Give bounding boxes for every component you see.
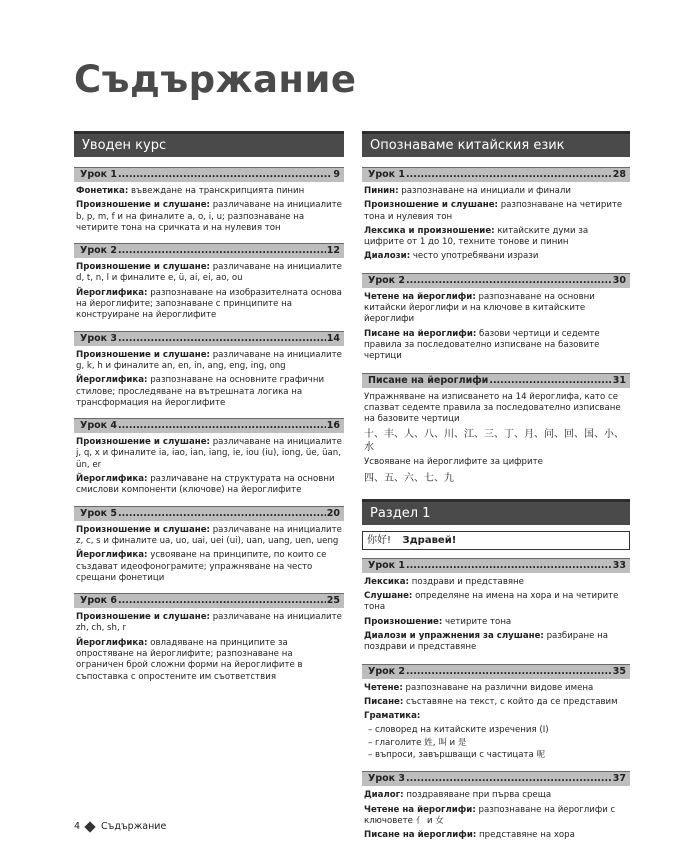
item-text: често употребявани изрази xyxy=(410,251,539,262)
item-text: разпознаване на основните графични стилове; проследяване на вътрешната логика на трансформация на йероглифите xyxy=(76,375,325,408)
lesson-item xyxy=(364,617,628,628)
item-text: определяне на имена на хора и на четирите тона xyxy=(364,591,619,613)
item-label: Произношение и слушане: xyxy=(76,524,210,535)
lesson-title: Урок 2 xyxy=(80,245,118,257)
page-number: 25 xyxy=(326,595,340,607)
greeting-bulgarian: Здравей! xyxy=(402,534,457,546)
lesson-title: Урок 2 xyxy=(368,665,406,677)
item-label: Произношение: xyxy=(364,616,443,627)
item-label: Йероглифика: xyxy=(76,287,148,298)
page-footer xyxy=(74,821,166,832)
lesson-block xyxy=(362,273,630,363)
page-number: 9 xyxy=(333,169,340,180)
lesson-item xyxy=(76,200,342,234)
lesson-item xyxy=(76,474,342,497)
lesson-item xyxy=(76,437,342,471)
lesson-item xyxy=(76,612,342,635)
item-label: Диалози: xyxy=(364,251,411,262)
right-column xyxy=(362,131,630,852)
dot-leader xyxy=(489,374,611,388)
lesson-item xyxy=(76,525,342,548)
item-label: Четене: xyxy=(364,682,403,693)
section-header-chinese: Опознаваме китайския език xyxy=(362,131,630,157)
dot-leader xyxy=(406,274,612,288)
page-number: 37 xyxy=(612,773,626,785)
lesson-item xyxy=(364,251,628,262)
item-label: Писане на йероглифи: xyxy=(364,328,477,339)
item-label: Писане: xyxy=(364,696,404,707)
lesson-block xyxy=(74,243,344,321)
page-number: 14 xyxy=(326,332,340,344)
item-label: Лексика: xyxy=(364,576,409,587)
grammar-point: – въпроси, завършващи с частицата 呢 xyxy=(368,750,546,761)
item-text: китайските думи за цифрите от 1 до 10, техните тонове и пинин xyxy=(364,225,589,248)
lesson-header[interactable] xyxy=(362,664,630,679)
lesson-item xyxy=(364,830,628,841)
item-text: четирите тона xyxy=(442,616,512,627)
dot-leader xyxy=(118,244,326,258)
lesson-block xyxy=(74,167,344,234)
dot-leader xyxy=(406,168,612,182)
item-text: съставяне на текст, с който да се представим xyxy=(403,696,618,707)
lesson-item xyxy=(76,288,342,322)
lesson-block xyxy=(362,167,630,263)
lesson-item xyxy=(76,375,342,409)
item-text: базови чертици и седемте правила за последователно изписване на базовите чертици xyxy=(364,328,600,362)
item-label: Лексика и произношение: xyxy=(364,225,495,236)
item-label: Диалози и упражнения за слушане: xyxy=(364,630,544,641)
lesson-header[interactable] xyxy=(74,243,344,258)
intro-lessons-list xyxy=(74,167,344,683)
dot-leader xyxy=(118,168,332,182)
item-text: различаване на инициалите g, k, h и финалите an, en, in, ang, eng, ing, ong xyxy=(76,349,342,371)
section-header-unit1: Раздел 1 xyxy=(362,499,630,525)
dot-leader xyxy=(118,332,326,346)
lesson-title: Урок 1 xyxy=(368,559,406,571)
lesson-item xyxy=(364,631,628,654)
item-text: разпознаване на йероглифи с ключовете 亻 и 女 xyxy=(364,804,616,826)
page-number: 28 xyxy=(612,169,626,180)
lesson-item xyxy=(76,350,342,373)
item-text: разпознаване на инициали и финали xyxy=(398,186,572,196)
item-text: разпознаване на различни видове имена xyxy=(402,682,594,693)
lesson-item xyxy=(364,292,628,326)
page-number: 33 xyxy=(612,559,626,571)
lesson-item xyxy=(76,186,342,197)
item-text: различаване на инициалите zh, ch, sh, r xyxy=(76,612,342,634)
lesson-title: Урок 1 xyxy=(368,169,406,180)
lesson-header[interactable] xyxy=(362,558,630,573)
item-label: Произношение и слушане: xyxy=(76,612,210,623)
item-label: Произношение и слушане: xyxy=(364,200,498,211)
item-text: поздравяване при първа среща xyxy=(403,790,552,801)
lesson-item xyxy=(364,683,628,694)
item-text: усвояване на принципите, по които се създават идеофонограмите; упражняване на често срещани фонетици xyxy=(76,550,327,583)
lesson-item xyxy=(364,186,628,197)
footer-label: Съдържание xyxy=(101,821,167,832)
lesson-item xyxy=(364,591,628,614)
lesson-header[interactable] xyxy=(74,593,344,608)
lesson-header[interactable] xyxy=(362,771,630,786)
greeting-box xyxy=(362,531,630,550)
lesson-header[interactable] xyxy=(74,167,344,182)
lesson-block xyxy=(362,664,630,762)
lesson-item xyxy=(364,226,628,249)
item-text: различаване на инициалите j, q, x и финалите ia, iao, ian, iang, ie, iou (iu), iong, üe, üan, ün, er xyxy=(76,437,342,470)
chinese-lessons-list xyxy=(362,167,630,363)
item-text: разбиране на поздрави и представяне xyxy=(364,630,609,653)
page-number: 16 xyxy=(326,420,340,432)
item-label: Йероглифика: xyxy=(76,550,148,561)
item-text: разпознаване на четирите тона и нулевия тон xyxy=(364,200,623,222)
item-label: Четене на йероглифи: xyxy=(364,804,476,815)
item-text: разпознаване на изобразителната основа на йероглифите; запознаване с принципите на конструиране на йероглифите xyxy=(76,287,342,321)
lesson-title: Урок 2 xyxy=(368,274,406,286)
dot-leader xyxy=(118,419,326,433)
page-number: 35 xyxy=(612,665,626,677)
lesson-title: Урок 1 xyxy=(80,169,118,180)
item-label: Диалог: xyxy=(364,790,404,801)
lesson-header[interactable] xyxy=(362,273,630,288)
lesson-item xyxy=(76,262,342,285)
item-label: Произношение и слушане: xyxy=(76,437,210,448)
dot-leader xyxy=(406,665,612,679)
item-label: Йероглифика: xyxy=(76,474,148,485)
lesson-header[interactable] xyxy=(74,506,344,521)
lesson-item xyxy=(364,805,628,828)
dot-leader xyxy=(118,507,326,521)
page-number: 30 xyxy=(612,274,626,286)
lesson-item xyxy=(364,790,628,801)
writing-chars-1: 十、丰、人、八、川、江、三、丁、月、问、回、国、小、水 xyxy=(364,429,624,454)
lesson-item xyxy=(364,329,628,363)
item-label: Йероглифика: xyxy=(76,637,148,648)
item-label: Граматика: xyxy=(364,711,421,722)
lesson-title: Урок 3 xyxy=(80,332,118,344)
item-text: поздрави и представяне xyxy=(408,576,524,587)
item-label: Писане на йероглифи: xyxy=(364,830,477,841)
page-title: Съдържание xyxy=(74,58,357,101)
lesson-header[interactable] xyxy=(74,418,344,433)
left-column xyxy=(74,131,344,692)
writing-chars-2: 四、五、六、七、九 xyxy=(364,472,454,484)
item-text: различаване на структурата на основни смислови компоненти (ключове) на йероглифите xyxy=(76,474,335,496)
item-label: Слушане: xyxy=(364,591,413,602)
item-text: въвеждане на транскрипцията пинин xyxy=(128,186,305,196)
item-text: представяне на хора xyxy=(476,830,575,841)
item-label: Произношение и слушане: xyxy=(76,200,210,211)
item-label: Пинин: xyxy=(364,186,399,196)
page-number: 12 xyxy=(326,245,340,257)
lesson-item xyxy=(76,638,342,683)
item-text: разпознаване на основни китайски йероглифи и на ключове в китайските йероглифи xyxy=(364,291,595,325)
page-number: 20 xyxy=(326,507,340,519)
item-label: Произношение и слушане: xyxy=(76,262,210,273)
item-text: овладяване на принципите за опростяване на йероглифите; разпознаване на ограничен брой сложни форми на йероглифите в съпоставка с опростените им съответствия xyxy=(76,637,303,682)
grammar-point: – словоред на китайските изречения (I) xyxy=(368,725,549,736)
diamond-icon xyxy=(84,821,95,832)
dot-leader xyxy=(406,772,612,786)
lesson-block xyxy=(74,506,344,584)
item-label: Фонетика: xyxy=(76,186,129,196)
greeting-chinese: 你好! xyxy=(367,534,392,546)
lesson-title: Урок 4 xyxy=(80,420,118,432)
writing-block xyxy=(362,373,630,485)
dot-leader xyxy=(118,594,326,608)
lesson-header[interactable] xyxy=(362,167,630,182)
lesson-block xyxy=(74,331,344,409)
lesson-item xyxy=(364,200,628,223)
section-header-intro: Уводен курс xyxy=(74,131,344,157)
item-text: различаване на инициалите b, p, m, f и на финалите a, o, i, u; разпознаване на четирите тона на сричката и на нулевия тон xyxy=(76,200,342,233)
grammar-point: – глаголите 姓, 叫 и 是 xyxy=(368,737,467,748)
item-label: Четене на йероглифи: xyxy=(364,291,476,302)
item-text: различаване на инициалите d, t, n, l и финалите e, ü, ai, ei, ao, ou xyxy=(76,262,342,284)
lesson-block xyxy=(362,558,630,654)
lesson-title: Урок 3 xyxy=(368,773,406,785)
lesson-item xyxy=(364,577,628,588)
footer-page-number: 4 xyxy=(74,821,81,832)
writing-text-2: Усвояване на йероглифите за цифрите xyxy=(364,457,543,468)
lesson-title: Урок 6 xyxy=(80,595,118,607)
item-text: различаване на инициалите z, c, s и финалите ua, uo, uai, uei (ui), uan, uang, uen, ueng xyxy=(76,524,342,546)
writing-title: Писане на йероглифи xyxy=(368,374,489,386)
lesson-item xyxy=(76,550,342,584)
page-number: 31 xyxy=(612,374,626,386)
lesson-block xyxy=(74,418,344,496)
lesson-block xyxy=(74,593,344,683)
lesson-header[interactable] xyxy=(74,331,344,346)
lesson-item xyxy=(364,711,628,722)
writing-text-1: Упражняване на изписването на 14 йероглифа, като се спазват седемте правила за последователно изписване на базовите чертици xyxy=(364,391,621,425)
lesson-title: Урок 5 xyxy=(80,507,118,519)
lesson-block xyxy=(362,771,630,841)
dot-leader xyxy=(406,559,612,573)
item-label: Произношение и слушане: xyxy=(76,349,210,360)
lesson-item xyxy=(364,697,628,708)
writing-header[interactable] xyxy=(362,373,630,388)
item-label: Йероглифика: xyxy=(76,375,148,386)
unit1-lessons-list xyxy=(362,558,630,842)
